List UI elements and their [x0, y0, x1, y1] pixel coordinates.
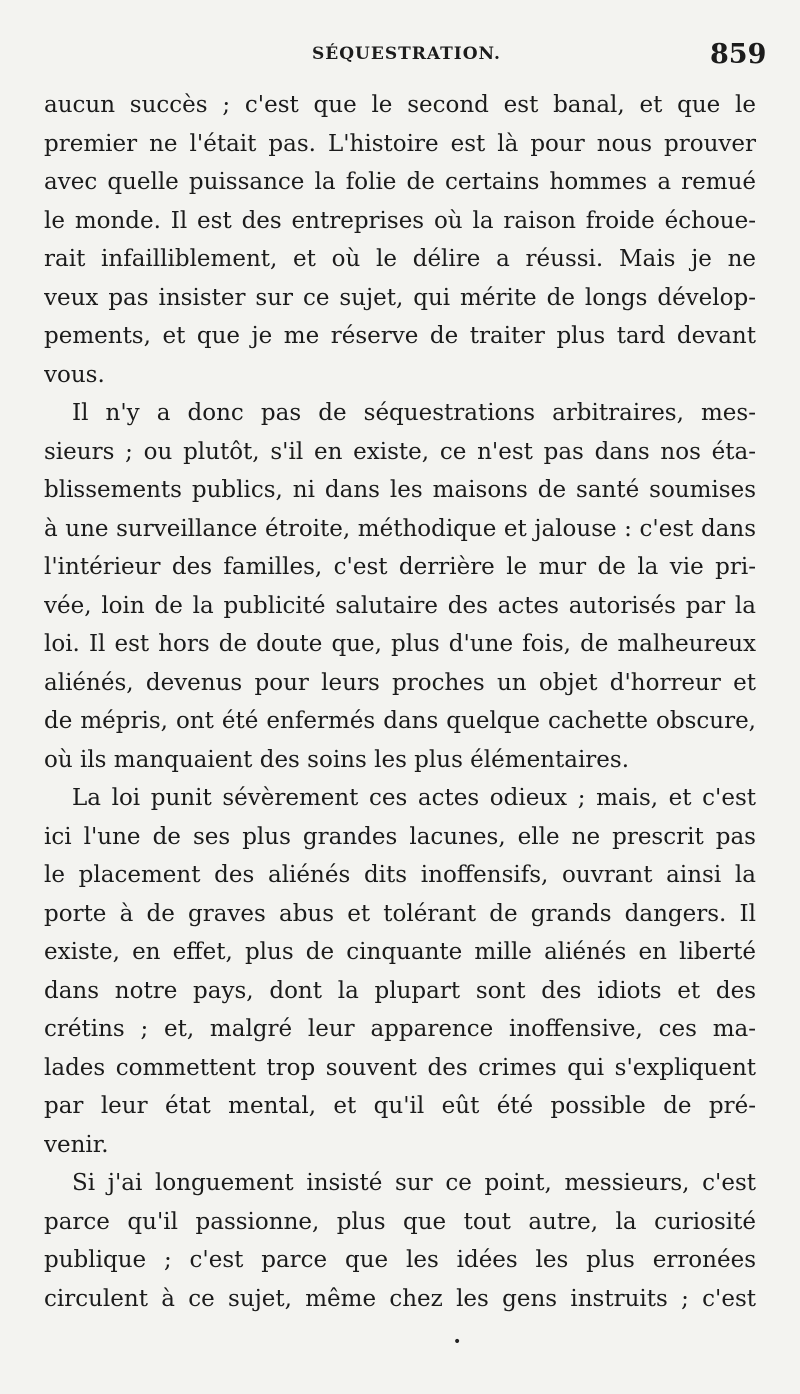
text-line: blissements publics, ni dans les maisons de santé soumises — [44, 477, 756, 503]
text-line: aliénés, devenus pour leurs proches un objet d'horreur et — [44, 669, 756, 696]
text-line: où ils manquaient des soins les plus élémentaires. — [44, 746, 630, 773]
text-line: venir. — [44, 1131, 109, 1158]
text-line: le placement des aliénés dits inoffensifs, ouvrant ainsi la — [44, 862, 756, 888]
text-line: l'intérieur des familles, c'est derrière le mur de la vie pri- — [44, 554, 756, 580]
running-head — [0, 39, 800, 74]
text-line: crétins ; et, malgré leur apparence inoffensive, ces ma- — [44, 1016, 756, 1042]
text-line: de mépris, ont été enfermés dans quelque cachette obscure, — [44, 708, 756, 734]
footer-ornament: • — [453, 1334, 462, 1350]
text-line: parce qu'il passionne, plus que tout autre, la curiosité — [44, 1208, 756, 1235]
text-line: premier ne l'était pas. L'histoire est là pour nous prouver — [44, 130, 756, 157]
text-line: loi. Il est hors de doute que, plus d'une fois, de malheureux — [44, 631, 756, 657]
text-line: aucun succès ; c'est que le second est banal, et que le — [44, 92, 756, 118]
text-line: porte à de graves abus et tolérant de grands dangers. Il — [44, 900, 756, 927]
page-number: 859 — [710, 39, 767, 70]
text-line: circulent à ce sujet, même chez les gens instruits ; c'est — [44, 1285, 756, 1312]
text-line: Si j'ai longuement insisté sur ce point, messieurs, c'est — [72, 1170, 756, 1196]
body-text — [44, 86, 756, 1318]
text-line: lades commettent trop souvent des crimes qui s'expliquent — [44, 1054, 756, 1081]
text-line: vous. — [44, 361, 105, 388]
text-line: veux pas insister sur ce sujet, qui mérite de longs dévelop- — [44, 284, 756, 311]
text-line: à une surveillance étroite, méthodique et jalouse : c'est dans — [44, 515, 756, 542]
text-line: publique ; c'est parce que les idées les plus erronées — [44, 1247, 756, 1273]
text-line: Il n'y a donc pas de séquestrations arbitraires, mes- — [72, 400, 756, 426]
text-line: ici l'une de ses plus grandes lacunes, elle ne prescrit pas — [44, 823, 756, 850]
text-line: rait infailliblement, et où le délire a réussi. Mais je ne — [44, 246, 756, 272]
text-line: existe, en effet, plus de cinquante mille aliénés en liberté — [44, 939, 756, 965]
text-line: vée, loin de la publicité salutaire des actes autorisés par la — [44, 592, 756, 619]
text-line: La loi punit sévèrement ces actes odieux ; mais, et c'est — [72, 785, 756, 811]
text-line: dans notre pays, dont la plupart sont des idiots et des — [44, 977, 756, 1004]
text-line: avec quelle puissance la folie de certains hommes a remué — [44, 169, 756, 195]
running-title: SÉQUESTRATION. — [312, 44, 501, 64]
text-line: sieurs ; ou plutôt, s'il en existe, ce n'est pas dans nos éta- — [44, 438, 756, 465]
text-line: pements, et que je me réserve de traiter plus tard devant — [44, 323, 756, 349]
text-line: le monde. Il est des entreprises où la raison froide échoue- — [44, 207, 756, 234]
text-line: par leur état mental, et qu'il eût été possible de pré- — [44, 1093, 756, 1119]
